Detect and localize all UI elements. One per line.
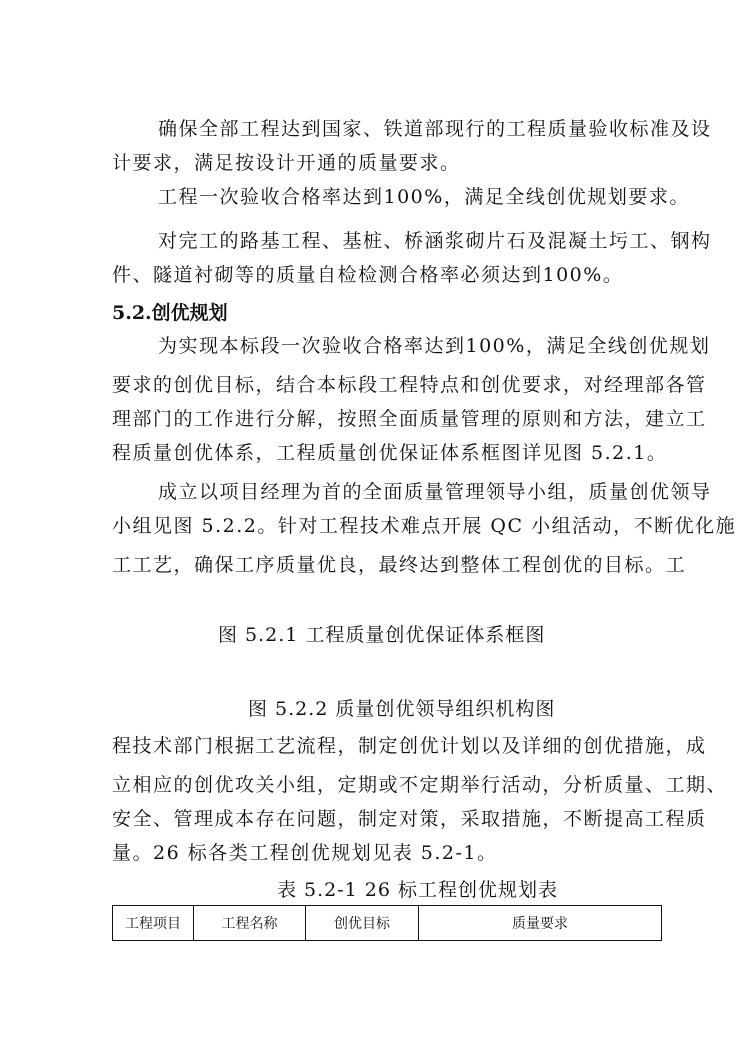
table-header-row [113, 906, 662, 941]
quality-plan-table [112, 905, 662, 941]
table-caption: 表 5.2-1 26 标工程创优规划表 [277, 879, 559, 901]
para6-line4: 量。26 标各类工程创优规划见表 5.2-1。 [112, 842, 498, 864]
para5-line2: 小组见图 5.2.2。针对工程技术难点开展 QC 小组活动，不断优化施 [112, 515, 737, 537]
para6-line2: 立相应的创优攻关小组，定期或不定期举行活动，分析质量、工期、 [112, 774, 728, 796]
para6-line3: 安全、管理成本存在问题，制定对策，采取措施，不断提高工程质 [112, 808, 707, 830]
para4-line3: 理部门的工作进行分解，按照全面质量管理的原则和方法，建立工 [112, 408, 707, 430]
figure2-caption: 图 5.2.2 质量创优领导组织机构图 [248, 698, 556, 720]
header-name: 工程名称 [194, 906, 306, 941]
para5-line1: 成立以项目经理为首的全面质量管理领导小组，质量创优领导 [158, 481, 712, 503]
para2-line1: 工程一次验收合格率达到100%，满足全线创优规划要求。 [158, 186, 690, 208]
para5-line3: 工工艺，确保工序质量优良，最终达到整体工程创优的目标。工 [112, 554, 687, 576]
figure1-caption: 图 5.2.1 工程质量创优保证体系框图 [218, 624, 546, 646]
header-project: 工程项目 [113, 906, 194, 941]
para3-line2: 件、隧道衬砌等的质量自检检测合格率必须达到100%。 [112, 264, 624, 286]
header-requirement: 质量要求 [419, 906, 662, 941]
para4-line4: 程质量创优体系，工程质量创优保证体系框图详见图 5.2.1。 [112, 442, 668, 464]
para4-line2: 要求的创优目标，结合本标段工程特点和创优要求，对经理部各管 [112, 374, 707, 396]
para3-line1: 对完工的路基工程、基桩、桥涵浆砌片石及混凝土圬工、钢构 [158, 230, 712, 252]
para1-line1: 确保全部工程达到国家、铁道部现行的工程质量验收标准及设 [158, 118, 712, 140]
para6-line1: 程技术部门根据工艺流程，制定创优计划以及详细的创优措施，成 [112, 735, 707, 757]
header-goal: 创优目标 [306, 906, 419, 941]
section-heading: 5.2.创优规划 [112, 302, 228, 324]
para4-line1: 为实现本标段一次验收合格率达到100%，满足全线创优规划 [158, 335, 711, 357]
para1-line2: 计要求，满足按设计开通的质量要求。 [112, 152, 461, 174]
